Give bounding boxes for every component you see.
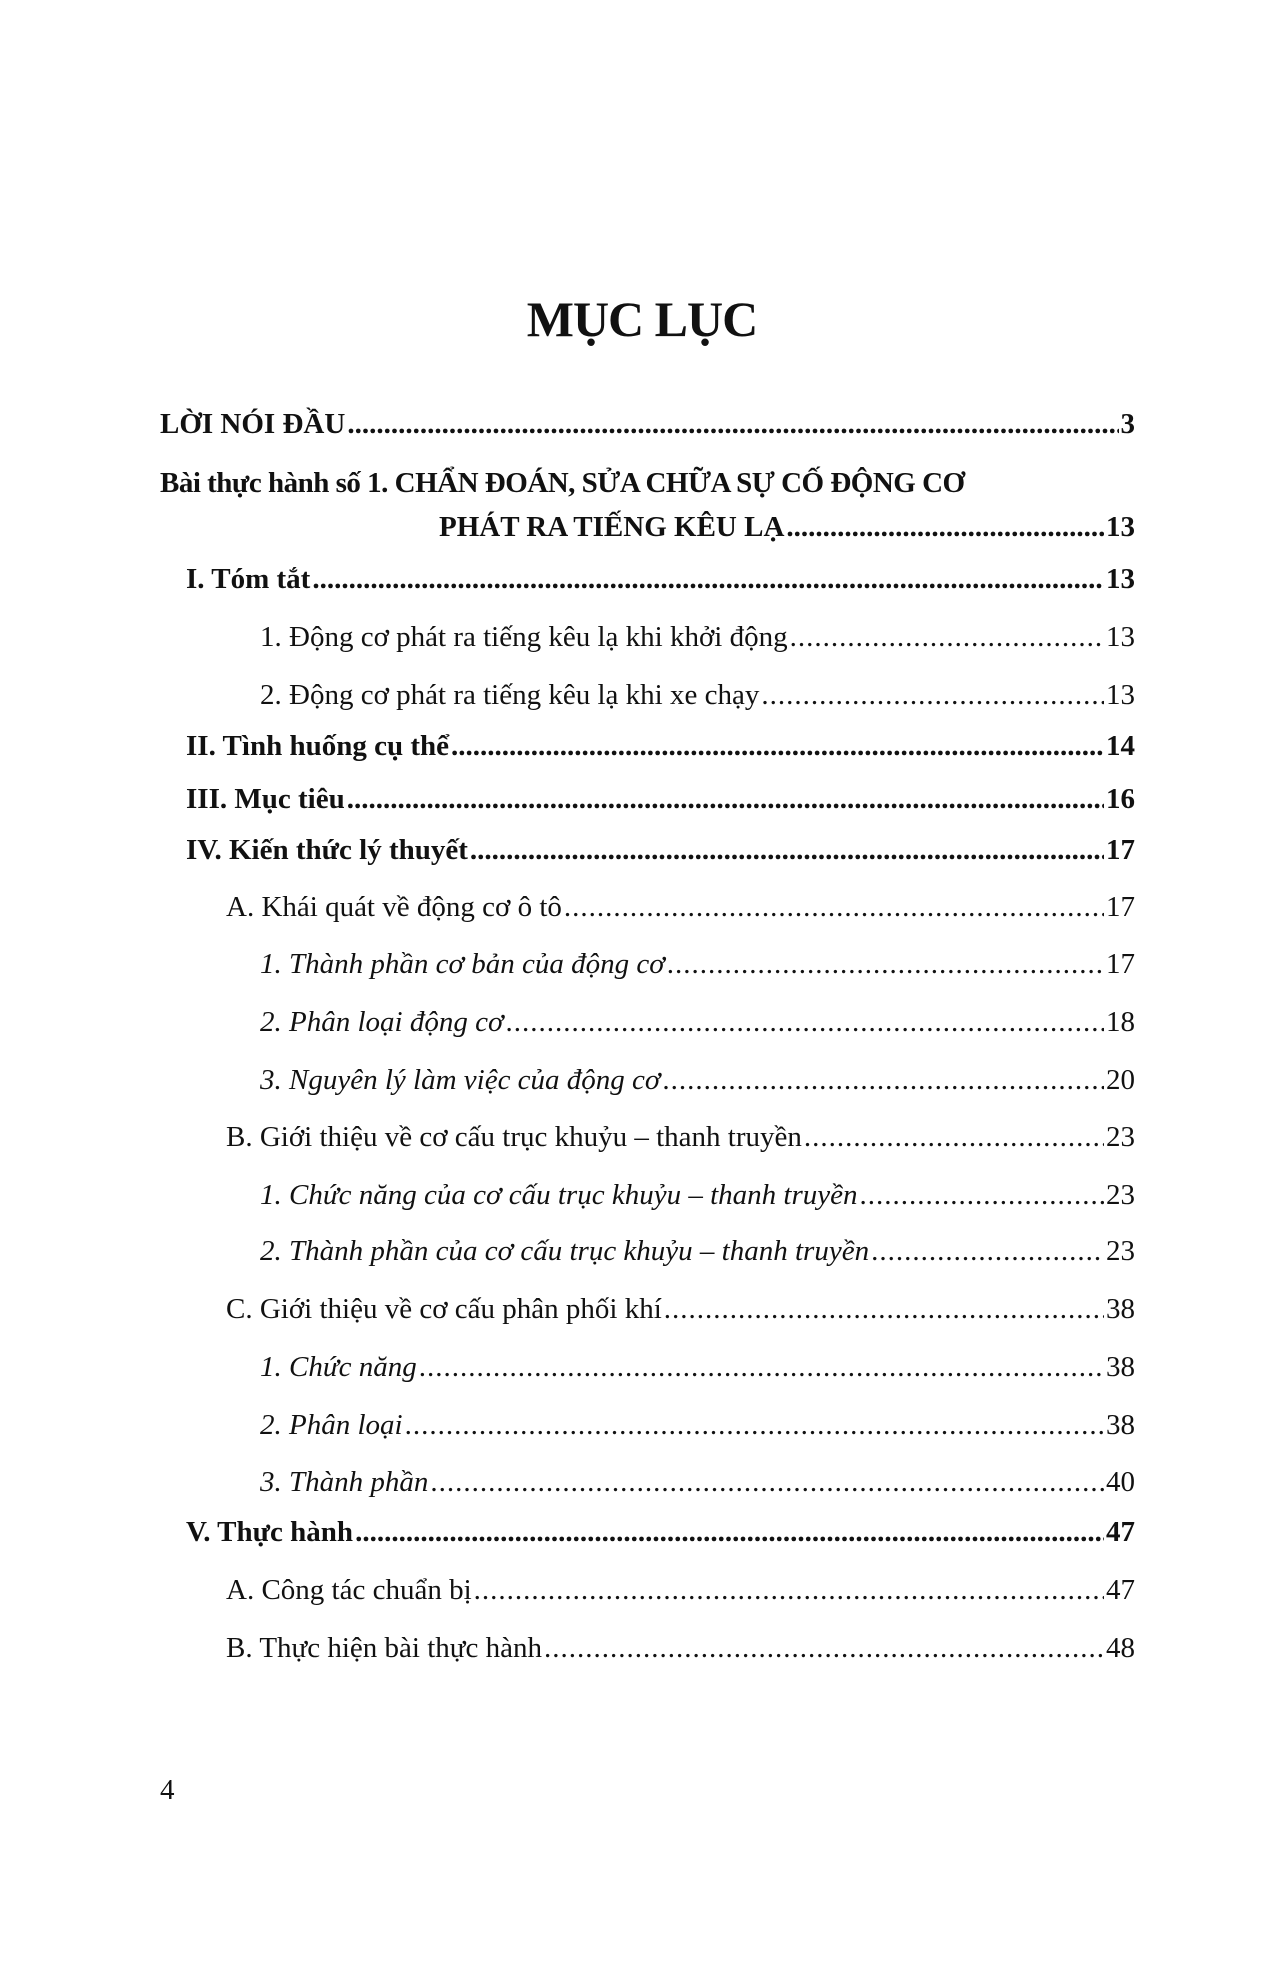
toc-page-number: 23 <box>1106 1235 1135 1267</box>
dot-leader <box>474 1571 1104 1609</box>
dot-leader <box>347 405 1118 443</box>
toc-page-number: 20 <box>1106 1064 1135 1096</box>
dot-leader <box>505 1003 1104 1041</box>
toc-entry[interactable] <box>260 1232 1135 1270</box>
dot-leader <box>859 1176 1104 1214</box>
toc-entry-text: I. Tóm tắt <box>186 563 311 595</box>
toc-entry[interactable] <box>226 1290 1135 1328</box>
dot-leader <box>419 1348 1104 1386</box>
toc-entry[interactable] <box>186 1513 1135 1551</box>
dot-leader <box>544 1629 1104 1667</box>
toc-entry[interactable] <box>160 405 1135 443</box>
toc-page-number: 16 <box>1106 783 1135 815</box>
toc-page-number: 17 <box>1106 891 1135 923</box>
toc-entry-text: 2. Thành phần của cơ cấu trục khuỷu – thanh truyền <box>260 1235 870 1267</box>
toc-entry[interactable] <box>260 1061 1135 1099</box>
toc-entry[interactable] <box>226 1118 1135 1156</box>
toc-page-number: 23 <box>1106 1179 1135 1211</box>
dot-leader <box>667 945 1104 983</box>
toc-entry[interactable] <box>439 508 1135 546</box>
toc-entry-text: C. Giới thiệu về cơ cấu phân phối khí <box>226 1293 662 1325</box>
toc-entry[interactable] <box>226 888 1135 926</box>
toc-entry-text: V. Thực hành <box>186 1516 354 1548</box>
toc-entry-text: IV. Kiến thức lý thuyết <box>186 834 468 866</box>
toc-entry-text: B. Giới thiệu về cơ cấu trục khuỷu – thanh truyền <box>226 1121 802 1153</box>
dot-leader <box>786 508 1104 546</box>
dot-leader <box>564 888 1104 926</box>
toc-page-number: 23 <box>1106 1121 1135 1153</box>
toc-entry[interactable] <box>260 676 1135 714</box>
toc-entry-text: Bài thực hành số 1. CHẨN ĐOÁN, SỬA CHỮA SỰ CỐ ĐỘNG CƠ <box>160 467 965 499</box>
dot-leader <box>662 1061 1104 1099</box>
toc-page-number: 13 <box>1106 621 1135 653</box>
toc-page-number: 38 <box>1106 1351 1135 1383</box>
toc-page-number: 13 <box>1106 679 1135 711</box>
toc-entry-text: LỜI NÓI ĐẦU <box>160 408 346 440</box>
dot-leader <box>790 618 1104 656</box>
toc-entry-text: 1. Chức năng của cơ cấu trục khuỷu – thanh truyền <box>260 1179 858 1211</box>
dot-leader <box>451 727 1104 765</box>
toc-entry-text: A. Khái quát về động cơ ô tô <box>226 891 562 923</box>
toc-page-number: 17 <box>1106 948 1135 980</box>
toc-entry[interactable] <box>226 1629 1135 1667</box>
toc-entry[interactable] <box>226 1571 1135 1609</box>
toc-page-number: 38 <box>1106 1409 1135 1441</box>
toc-entry[interactable] <box>260 1003 1135 1041</box>
dot-leader <box>804 1118 1104 1156</box>
toc-entry-text: III. Mục tiêu <box>186 783 345 815</box>
toc-entry-text: 2. Phân loại động cơ <box>260 1006 504 1038</box>
toc-page-number: 14 <box>1106 730 1135 762</box>
toc-page-number: 48 <box>1106 1632 1135 1664</box>
toc-entry[interactable] <box>260 1348 1135 1386</box>
dot-leader <box>312 560 1104 598</box>
toc-page-number: 18 <box>1106 1006 1135 1038</box>
toc-entry[interactable] <box>260 1463 1135 1501</box>
toc-page-number: 40 <box>1106 1466 1135 1498</box>
toc-page-number: 47 <box>1106 1574 1135 1606</box>
page-number: 4 <box>160 1774 175 1806</box>
dot-leader <box>761 676 1104 714</box>
dot-leader <box>405 1406 1104 1444</box>
toc-page-number: 38 <box>1106 1293 1135 1325</box>
toc-page-number: 13 <box>1106 511 1135 543</box>
toc-entry-text: A. Công tác chuẩn bị <box>226 1574 472 1606</box>
dot-leader <box>871 1232 1104 1270</box>
toc-page-number: 17 <box>1106 834 1135 866</box>
toc-entry[interactable] <box>186 560 1135 598</box>
toc-entry[interactable] <box>186 831 1135 869</box>
dot-leader <box>664 1290 1104 1328</box>
toc-entry[interactable] <box>260 945 1135 983</box>
toc-entry-text: 3. Nguyên lý làm việc của động cơ <box>260 1064 661 1096</box>
toc-entry-text: 1. Động cơ phát ra tiếng kêu lạ khi khởi động <box>260 621 788 653</box>
toc-entry-text: B. Thực hiện bài thực hành <box>226 1632 542 1664</box>
dot-leader <box>430 1463 1104 1501</box>
toc-entry[interactable] <box>260 618 1135 656</box>
toc-entry-text: 1. Thành phần cơ bản của động cơ <box>260 948 665 980</box>
dot-leader <box>347 780 1104 818</box>
toc-entry[interactable] <box>186 780 1135 818</box>
toc-entry-text: 3. Thành phần <box>260 1466 429 1498</box>
toc-entry-text: 2. Động cơ phát ra tiếng kêu lạ khi xe chạy <box>260 679 760 711</box>
toc-entry[interactable] <box>186 727 1135 765</box>
toc-entry[interactable] <box>260 1406 1135 1444</box>
page-title: MỤC LỤC <box>526 291 758 347</box>
toc-entry-text: II. Tình huống cụ thể <box>186 730 449 762</box>
toc-page-number: 3 <box>1120 408 1135 440</box>
toc-entry-text: 1. Chức năng <box>260 1351 417 1383</box>
toc-page-number: 13 <box>1106 563 1135 595</box>
dot-leader <box>355 1513 1104 1551</box>
toc-entry[interactable] <box>260 1176 1135 1214</box>
toc-page-number: 47 <box>1106 1516 1135 1548</box>
dot-leader <box>470 831 1104 869</box>
toc-entry-text: 2. Phân loại <box>260 1409 403 1441</box>
toc-entry-text-continued: PHÁT RA TIẾNG KÊU LẠ <box>439 511 785 543</box>
